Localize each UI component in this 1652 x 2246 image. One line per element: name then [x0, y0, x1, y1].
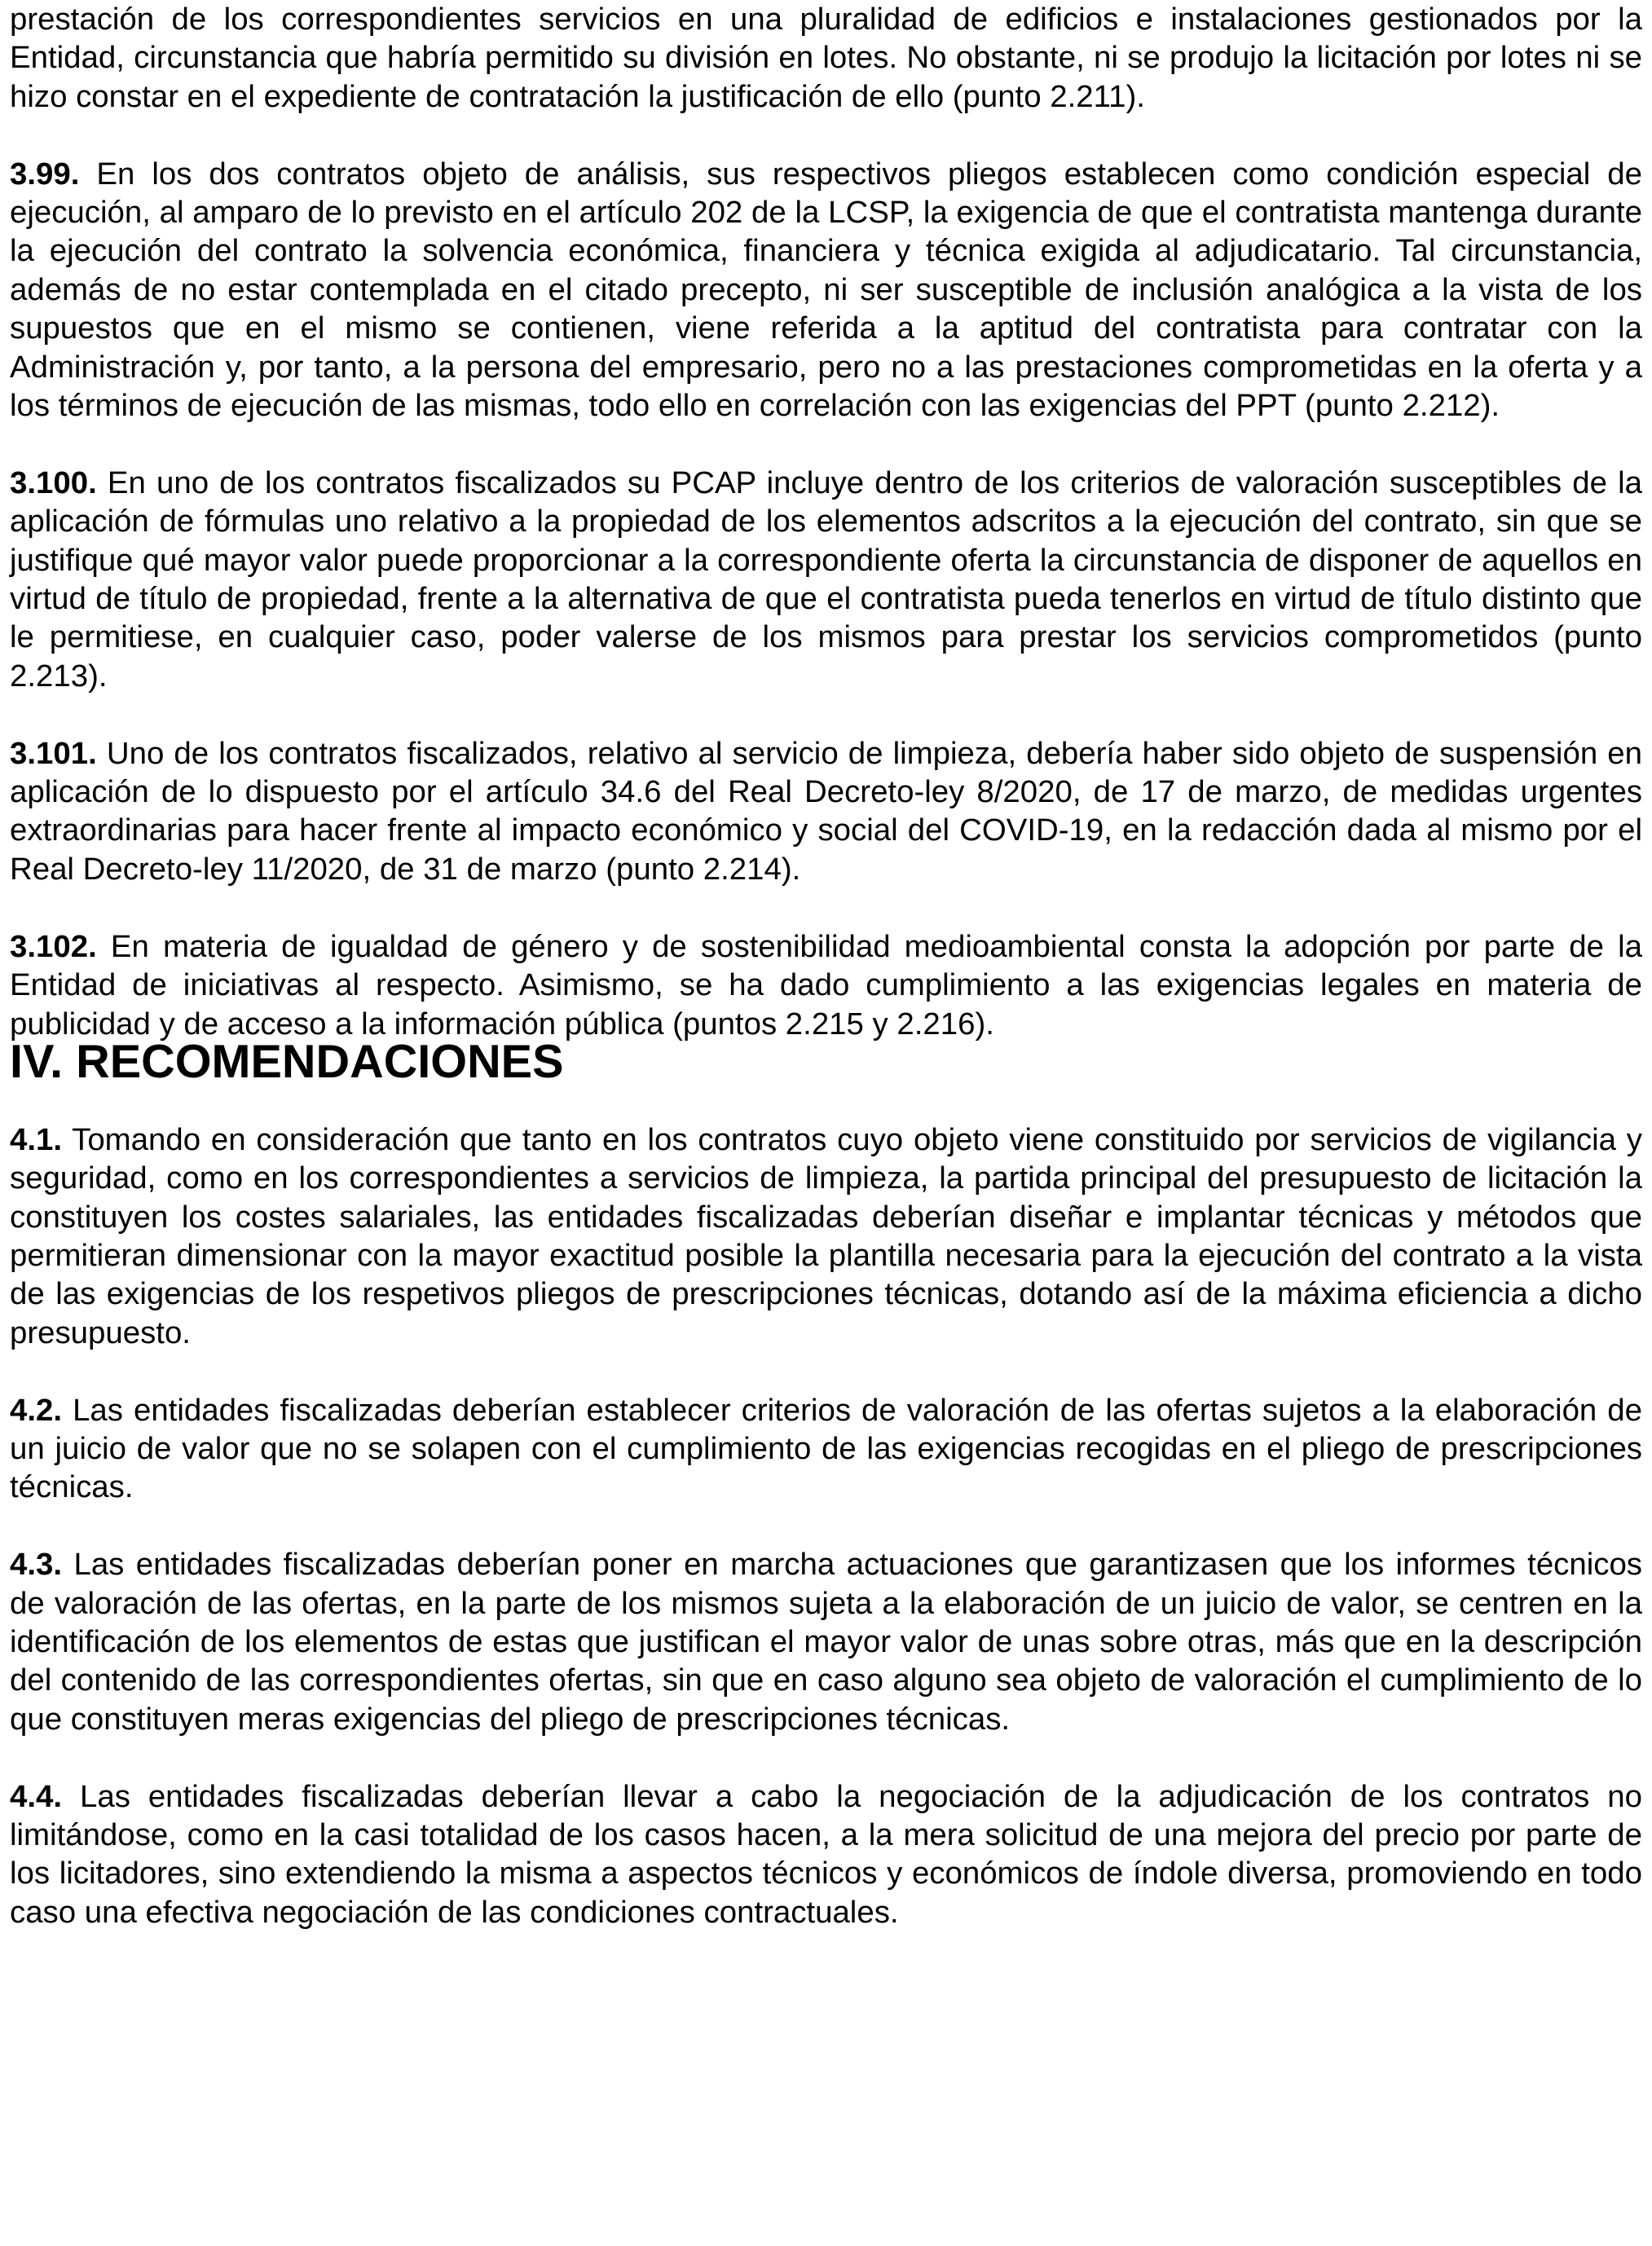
- paragraph-number: 3.102.: [10, 928, 97, 964]
- paragraph-3-100: [10, 464, 1642, 695]
- paragraph-text: Uno de los contratos fiscalizados, relativo al servicio de limpieza, debería haber sido objeto de suspensión en aplicación de lo dispuesto por el artículo 34.6 del Real Decreto-ley 8/2020, de 17 de marzo, de medidas urgentes extraordinarias para hacer frente al impacto económico y social del COVID-19, en la redacción dada al mismo por el Real Decreto-ley 11/2020, de 31 de marzo (punto 2.214).: [10, 735, 1642, 887]
- paragraph-number: 3.99.: [10, 156, 80, 192]
- recommendation-text: Tomando en consideración que tanto en los contratos cuyo objeto viene constituido por servicios de vigilancia y seguridad, como en los correspondientes a servicios de limpieza, la partida principal del presupuesto de licitación la constituyen los costes salariales, las entidades fiscalizadas deberían diseñar e implantar técnicas y métodos que permitieran dimensionar con la mayor exactitud posible la plantilla necesaria para la ejecución del contrato a la vista de las exigencias de los respetivos pliegos de prescripciones técnicas, dotando así de la máxima eficiencia a dicho presupuesto.: [10, 1121, 1642, 1350]
- recommendation-number: 4.1.: [10, 1121, 63, 1157]
- recommendation-4-3: [10, 1545, 1642, 1738]
- recommendation-text: Las entidades fiscalizadas deberían poner en marcha actuaciones que garantizasen que los informes técnicos de valoración de las ofertas, en la parte de los mismos sujeta a la elaboración de un juicio de valor, se centren en la identificación de los elementos de estas que justifican el mayor valor de unas sobre otras, más que en la descripción del contenido de las correspondientes ofertas, sin que en caso alguno sea objeto de valoración el cumplimiento de lo que constituyen meras exigencias del pliego de prescripciones técnicas.: [10, 1547, 1642, 1737]
- recommendation-4-4: [10, 1777, 1642, 1932]
- paragraph-3-99: [10, 155, 1642, 425]
- document-page: [10, 0, 1642, 1931]
- paragraph-3-101: [10, 734, 1642, 889]
- paragraph-number: 3.100.: [10, 465, 97, 500]
- recommendation-number: 4.2.: [10, 1392, 63, 1428]
- recommendation-number: 4.4.: [10, 1778, 63, 1814]
- recommendation-number: 4.3.: [10, 1547, 63, 1583]
- recommendation-text: Las entidades fiscalizadas deberían establecer criterios de valoración de las ofertas sujetos a la elaboración de un juicio de valor que no se solapen con el cumplimiento de las exigencias recogidas en el pliego de prescripciones técnicas.: [10, 1392, 1642, 1505]
- paragraph-text: En materia de igualdad de género y de sostenibilidad medioambiental consta la adopción por parte de la Entidad de iniciativas al respecto. Asimismo, se ha dado cumplimiento a las exigencias legales en materia de publicidad y de acceso a la información pública (puntos 2.215 y 2.216).: [10, 928, 1642, 1042]
- paragraph-continuation: [10, 0, 1642, 116]
- section-heading: IV. RECOMENDACIONES: [10, 1035, 564, 1088]
- paragraph-text: En uno de los contratos fiscalizados su PCAP incluye dentro de los criterios de valoración susceptibles de la aplicación de fórmulas uno relativo a la propiedad de los elementos adscritos a la ejecución del contrato, sin que se justifique qué mayor valor puede proporcionar a la correspondiente oferta la circunstancia de disponer de aquellos en virtud de título de propiedad, frente a la alternativa de que el contratista pueda tenerlos en virtud de título distinto que le permitiese, en cualquier caso, poder valerse de los mismos para prestar los servicios comprometidos (punto 2.213).: [10, 465, 1642, 694]
- recommendation-4-2: [10, 1391, 1642, 1507]
- paragraph-text: prestación de los correspondientes servicios en una pluralidad de edificios e instalaciones gestionados por la Entidad, circunstancia que habría permitido su división en lotes. No obstante, ni se produjo la licitación por lotes ni se hizo constar en el expediente de contratación la justificación de ello (punto 2.211).: [10, 2, 1642, 114]
- paragraph-number: 3.101.: [10, 735, 97, 771]
- paragraph-3-102: [10, 927, 1642, 1043]
- recommendation-4-1: [10, 1121, 1642, 1352]
- paragraph-text: En los dos contratos objeto de análisis, sus respectivos pliegos establecen como condición especial de ejecución, al amparo de lo previsto en el artículo 202 de la LCSP, la exigencia de que el contratista mantenga durante la ejecución del contrato la solvencia económica, financiera y técnica exigida al adjudicatario. Tal circunstancia, además de no estar contemplada en el citado precepto, ni ser susceptible de inclusión analógica a la vista de los supuestos que en el mismo se contienen, viene referida a la aptitud del contratista para contratar con la Administración y, por tanto, a la persona del empresario, pero no a las prestaciones comprometidas en la oferta y a los términos de ejecución de las mismas, todo ello en correlación con las exigencias del PPT (punto 2.212).: [10, 156, 1643, 424]
- recommendation-text: Las entidades fiscalizadas deberían llevar a cabo la negociación de la adjudicación de los contratos no limitándose, como en la casi totalidad de los casos hacen, a la mera solicitud de una mejora del precio por parte de los licitadores, sino extendiendo la misma a aspectos técnicos y económicos de índole diversa, promoviendo en todo caso una efectiva negociación de las condiciones contractuales.: [10, 1778, 1643, 1930]
